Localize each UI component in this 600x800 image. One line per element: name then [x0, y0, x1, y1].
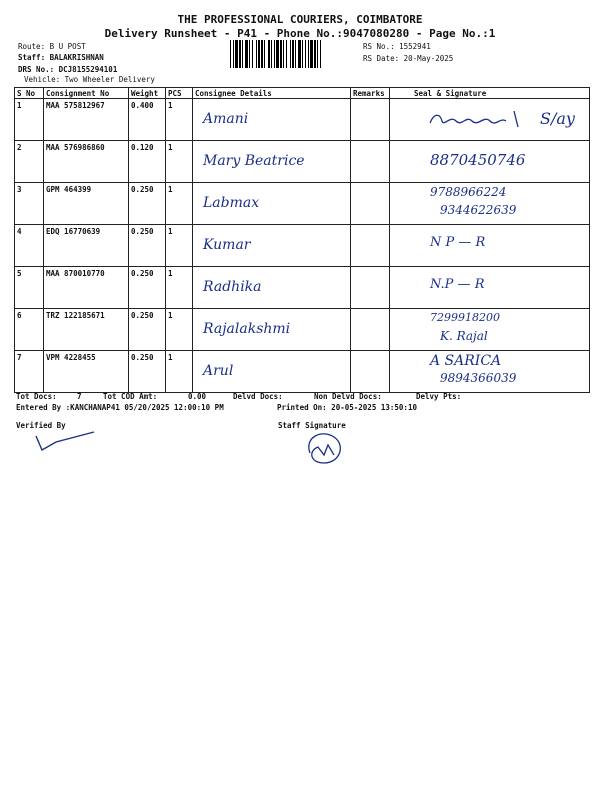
seal-handwriting: 8870450746 — [430, 151, 526, 169]
seal-handwriting-second-line: 9344622639 — [440, 203, 517, 217]
staff-label: Staff: BALAKRISHNAN — [18, 53, 104, 62]
non-delvd-docs-label: Non Delvd Docs: — [314, 392, 382, 401]
vehicle-label: Vehicle: Two Wheeler Delivery — [24, 75, 155, 84]
staff-signature-mark — [300, 425, 360, 470]
table-row — [15, 309, 590, 351]
cell-weight: 0.120 — [129, 141, 166, 183]
cell-pcs: 1 — [166, 351, 193, 393]
cell-pcs: 1 — [166, 141, 193, 183]
header-consignment: Consignment No — [44, 88, 129, 99]
table-row — [15, 99, 590, 141]
cell-weight: 0.250 — [129, 309, 166, 351]
seal-handwriting: S/ay — [540, 109, 575, 128]
delvy-pts-label: Delvy Pts: — [416, 392, 462, 401]
table-row — [15, 351, 590, 393]
cell-consignee — [193, 183, 351, 225]
cell-remarks — [351, 267, 390, 309]
table-header-row — [15, 88, 590, 99]
drs-label: DRS No.: DCJ8155294101 — [18, 65, 118, 74]
cell-sno: 2 — [15, 141, 44, 183]
consignee-handwriting: Amani — [203, 111, 249, 127]
runsheet-table — [14, 87, 590, 393]
cell-weight: 0.250 — [129, 225, 166, 267]
cell-sno: 5 — [15, 267, 44, 309]
cell-pcs: 1 — [166, 99, 193, 141]
cell-consignment: GPM 464399 — [44, 183, 129, 225]
cell-consignee — [193, 351, 351, 393]
rs-date: RS Date: 20-May-2025 — [363, 54, 454, 63]
consignee-handwriting: Rajalakshmi — [203, 321, 291, 337]
cell-weight: 0.250 — [129, 183, 166, 225]
cell-pcs: 1 — [166, 309, 193, 351]
cell-remarks — [351, 309, 390, 351]
cell-seal-signature — [390, 183, 590, 225]
consignee-handwriting: Labmax — [203, 195, 260, 211]
tot-docs-label: Tot Docs: — [16, 392, 57, 401]
staff-signature-label: Staff Signature — [278, 421, 346, 430]
cell-weight: 0.250 — [129, 267, 166, 309]
table-row — [15, 267, 590, 309]
delvd-docs-label: Delvd Docs: — [233, 392, 283, 401]
cell-consignee — [193, 267, 351, 309]
cell-sno: 7 — [15, 351, 44, 393]
table-row — [15, 183, 590, 225]
seal-handwriting: 7299918200 — [430, 311, 500, 324]
cell-remarks — [351, 141, 390, 183]
cell-weight: 0.400 — [129, 99, 166, 141]
cell-remarks — [351, 183, 390, 225]
runsheet-title: Delivery Runsheet - P41 - Phone No.:9047080280 - Page No.:1 — [104, 27, 496, 40]
cell-consignee — [193, 99, 351, 141]
header-consignee: Consignee Details — [193, 88, 351, 99]
cell-remarks — [351, 351, 390, 393]
printed-on: Printed On: 20-05-2025 13:50:10 — [277, 403, 417, 412]
cell-consignee — [193, 141, 351, 183]
table-row — [15, 141, 590, 183]
consignee-handwriting: Arul — [203, 363, 234, 379]
tamil-signature-mark — [426, 105, 536, 135]
header-seal: Seal & Signature — [390, 88, 590, 99]
cell-seal-signature — [390, 267, 590, 309]
cell-consignment: MAA 870010770 — [44, 267, 129, 309]
header-weight: Weight — [129, 88, 166, 99]
table-row — [15, 225, 590, 267]
tot-cod-label: Tot COD Amt: — [103, 392, 158, 401]
cell-consignment: TRZ 122185671 — [44, 309, 129, 351]
consignee-handwriting: Mary Beatrice — [203, 153, 305, 169]
seal-handwriting-second-line: 9894366039 — [440, 371, 517, 385]
cell-sno: 3 — [15, 183, 44, 225]
rs-number: RS No.: 1552941 — [363, 42, 431, 51]
company-title: THE PROFESSIONAL COURIERS, COIMBATORE — [177, 13, 423, 26]
seal-handwriting: N P — R — [430, 235, 486, 250]
cell-consignment: VPM 4228455 — [44, 351, 129, 393]
consignee-handwriting: Kumar — [203, 237, 251, 253]
seal-handwriting: 9788966224 — [430, 185, 507, 199]
cell-weight: 0.250 — [129, 351, 166, 393]
cell-remarks — [351, 99, 390, 141]
seal-handwriting: A SARICA — [430, 353, 502, 369]
cell-sno: 1 — [15, 99, 44, 141]
cell-consignment: MAA 575812967 — [44, 99, 129, 141]
barcode-image — [230, 40, 356, 68]
header-remarks: Remarks — [351, 88, 390, 99]
verified-by-label: Verified By — [16, 421, 66, 430]
cell-pcs: 1 — [166, 267, 193, 309]
header-pcs: PCS — [166, 88, 193, 99]
cell-seal-signature — [390, 309, 590, 351]
verified-signature-mark — [34, 430, 104, 454]
consignee-handwriting: Radhika — [203, 279, 262, 295]
seal-handwriting-second-line: K. Rajal — [440, 329, 488, 343]
entered-by: Entered By :KANCHANAP41 05/20/2025 12:00:10 PM — [16, 403, 224, 412]
cell-consignment: MAA 576986860 — [44, 141, 129, 183]
tot-docs-value: 7 — [77, 392, 82, 401]
tot-cod-value: 0.00 — [188, 392, 207, 401]
cell-pcs: 1 — [166, 183, 193, 225]
cell-sno: 6 — [15, 309, 44, 351]
cell-sno: 4 — [15, 225, 44, 267]
cell-seal-signature — [390, 141, 590, 183]
cell-seal-signature — [390, 225, 590, 267]
cell-remarks — [351, 225, 390, 267]
cell-consignee — [193, 225, 351, 267]
route-label: Route: B U POST — [18, 42, 86, 51]
cell-pcs: 1 — [166, 225, 193, 267]
seal-handwriting: N.P — R — [430, 277, 485, 292]
cell-consignee — [193, 309, 351, 351]
cell-seal-signature — [390, 99, 590, 141]
cell-consignment: EDQ 16770639 — [44, 225, 129, 267]
cell-seal-signature — [390, 351, 590, 393]
header-sno: S No — [15, 88, 44, 99]
